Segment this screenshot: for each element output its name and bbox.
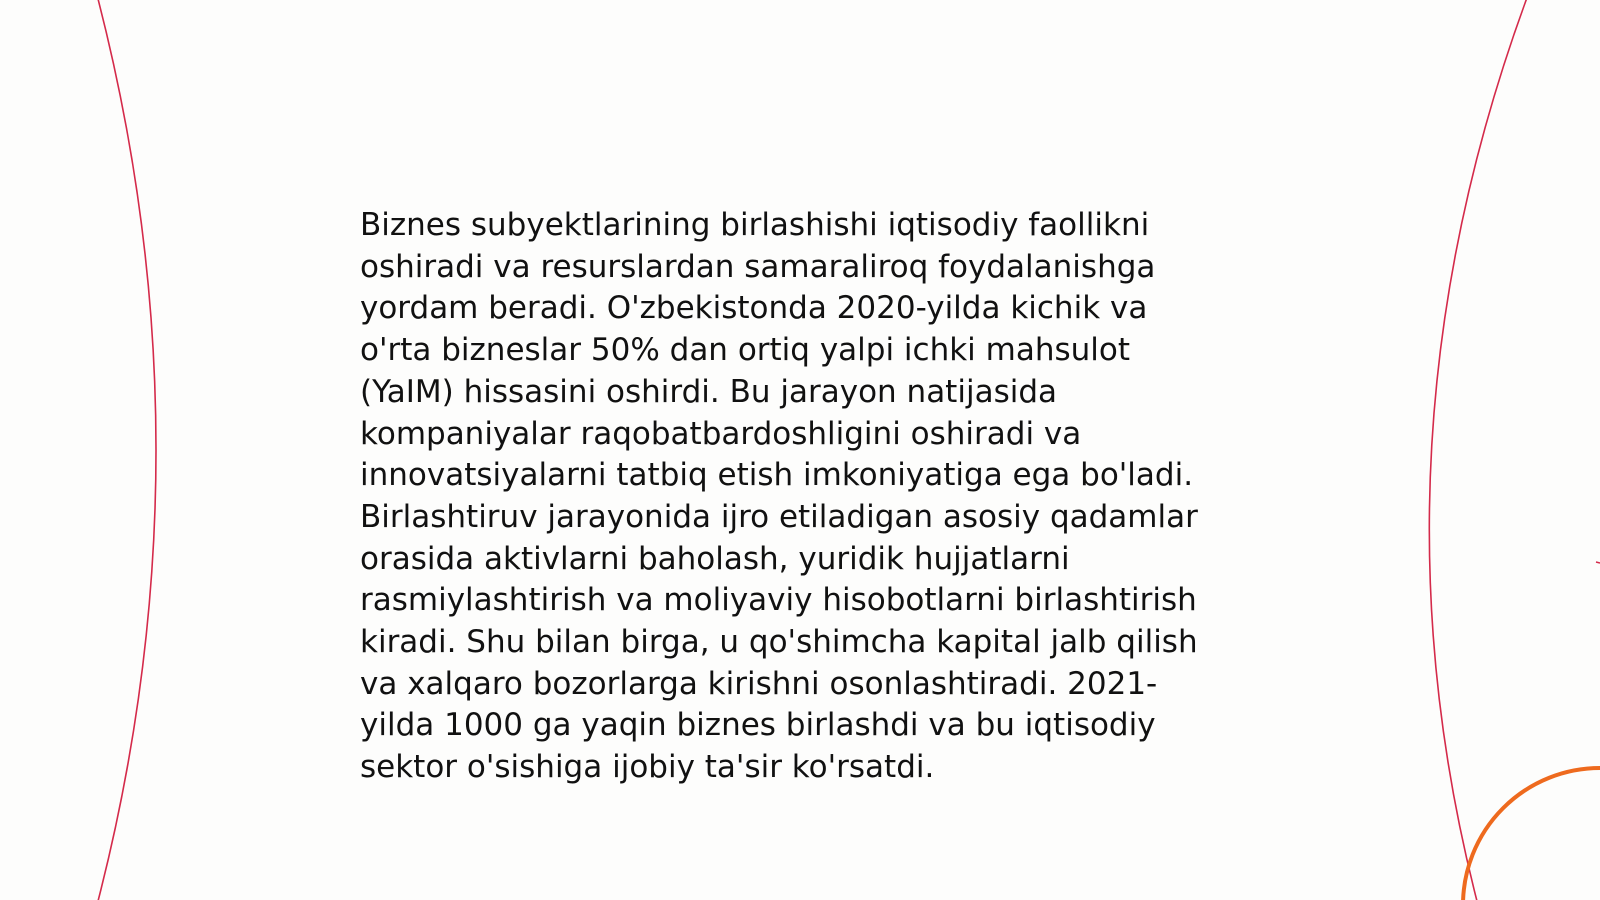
right-arc-line <box>1429 0 1528 900</box>
body-paragraph: Biznes subyektlarining birlashishi iqtisodiy faollikni oshiradi va resurslardan samaraliroq foydalanishga yordam beradi. O'zbekistonda 2020-yilda kichik va o'rta bizneslar 50% dan ortiq yalpi ichki mahsulot (YaIM) hissasini oshirdi. Bu jarayon natijasida kompaniyalar raqobatbardoshligini oshiradi va innovatsiyalarni tatbiq etish imkoniyatiga ega bo'ladi. Birlashtiruv jarayonida ijro etiladigan asosiy qadamlar orasida aktivlarni baholash, yuridik hujjatlarni rasmiylashtirish va moliyaviy hisobotlarni birlashtirish kiradi. Shu bilan birga, u qo'shimcha kapital jalb qilish va xalqaro bozorlarga kirishni osonlashtiradi. 2021- yilda 1000 ga yaqin biznes birlashdi va bu iqtisodiy sektor o'sishiga ijobiy ta'sir ko'rsatdi. <box>360 207 1198 786</box>
left-arc-line <box>97 0 156 900</box>
accent-circle <box>1463 768 1600 900</box>
small-tick-mark <box>1596 562 1600 563</box>
